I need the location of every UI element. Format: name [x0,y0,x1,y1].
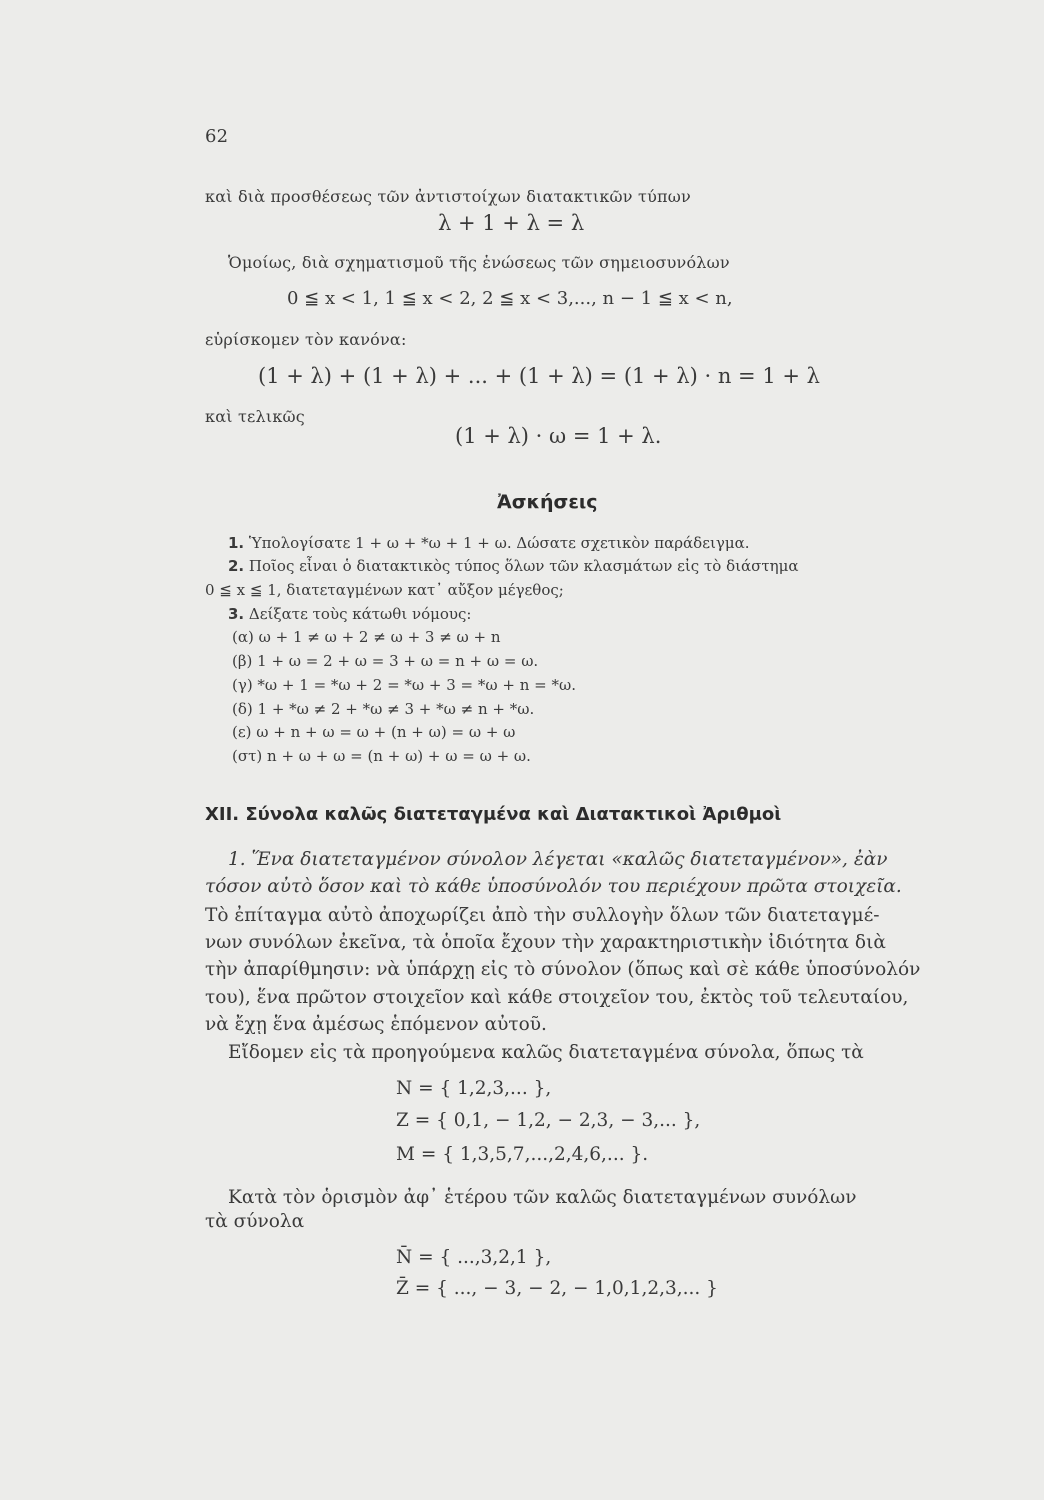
paragraph-line: νὰ ἔχῃ ἕνα ἀμέσως ἑπόμενον αὐτοῦ. [205,1014,547,1035]
paragraph-line: τὰ σύνολα [205,1211,305,1232]
set-definition: M = { 1,3,5,7,...,2,4,6,... }. [396,1144,649,1165]
text-line: καὶ διὰ προσθέσεως τῶν ἀντιστοίχων διατακτικῶν τύπων [205,187,691,206]
set-definition: Z̄ = { ..., − 3, − 2, − 1,0,1,2,3,... } [396,1278,718,1299]
law-item: (ε) ω + n + ω = ω + (n + ω) = ω + ω [232,723,516,741]
section-heading: XII. Σύνολα καλῶς διατεταγμένα καὶ Διατακτικοὶ Ἀριθμοὶ [205,804,782,825]
equation: λ + 1 + λ = λ [438,211,585,235]
equation: (1 + λ) + (1 + λ) + ... + (1 + λ) = (1 + λ) · n = 1 + λ [258,364,820,388]
paragraph-line: τόσον αὐτὸ ὅσον καὶ τὸ κάθε ὑποσύνολόν του περιέχουν πρῶτα στοιχεῖα. [205,876,902,897]
exercise-1 [228,534,749,552]
paragraph-line: του), ἕνα πρῶτον στοιχεῖον καὶ κάθε στοιχεῖον του, ἐκτὸς τοῦ τελευταίου, [205,987,909,1008]
exercise-number: 2. [228,557,245,575]
set-definition: N̄ = { ...,3,2,1 }, [396,1247,552,1268]
text-line: καὶ τελικῶς [205,407,305,426]
set-definition: Z = { 0,1, − 1,2, − 2,3, − 3,... }, [396,1110,701,1131]
law-item: (δ) 1 + *ω ≠ 2 + *ω ≠ 3 + *ω ≠ n + *ω. [232,700,535,718]
law-item: (γ) *ω + 1 = *ω + 2 = *ω + 3 = *ω + n = *ω. [232,676,576,694]
law-item: (στ) n + ω + ω = (n + ω) + ω = ω + ω. [232,747,531,765]
exercises-heading: Ἀσκήσεις [497,491,598,513]
exercise-3 [228,605,471,623]
set-definition: N = { 1,2,3,... }, [396,1078,552,1099]
paragraph-line: νων συνόλων ἐκεῖνα, τὰ ὁποῖα ἔχουν τὴν χαρακτηριστικὴν ἰδιότητα διὰ [205,932,886,953]
text-line: εὑρίσκομεν τὸν κανόνα: [205,330,407,349]
equation: (1 + λ) · ω = 1 + λ. [455,424,662,448]
paragraph-line: Τὸ ἐπίταγμα αὐτὸ ἀποχωρίζει ἀπὸ τὴν συλλογὴν ὅλων τῶν διατεταγμέ- [205,905,880,926]
exercise-number: 1. [228,534,245,552]
law-item: (β) 1 + ω = 2 + ω = 3 + ω = n + ω = ω. [232,652,539,670]
exercise-number: 3. [228,605,245,623]
law-item: (α) ω + 1 ≠ ω + 2 ≠ ω + 3 ≠ ω + n [232,628,501,646]
paragraph-line: Εἴδομεν εἰς τὰ προηγούμενα καλῶς διατεταγμένα σύνολα, ὅπως τὰ [228,1042,864,1063]
exercise-text: Ὑπολογίσατε 1 + ω + *ω + 1 + ω. Δώσατε σχετικὸν παράδειγμα. [248,534,750,552]
page-number: 62 [205,126,229,147]
equation: 0 ≦ x < 1, 1 ≦ x < 2, 2 ≦ x < 3,..., n − 1 ≦ x < n, [287,288,733,309]
text-line: Ὁμοίως, διὰ σχηματισμοῦ τῆς ἑνώσεως τῶν σημειοσυνόλων [228,253,730,272]
paragraph-line: 1. Ἕνα διατεταγμένον σύνολον λέγεται «καλῶς διατεταγμένον», ἐὰν [228,849,888,870]
exercise-text: Ποῖος εἶναι ὁ διατακτικὸς τύπος ὅλων τῶν κλασμάτων εἰς τὸ διάστημα [248,557,799,575]
exercise-text-continued: 0 ≦ x ≦ 1, διατεταγμένων κατ᾽ αὔξον μέγεθος; [205,581,564,599]
exercise-2 [228,557,799,575]
paragraph-line: τὴν ἀπαρίθμησιν: νὰ ὑπάρχῃ εἰς τὸ σύνολον (ὅπως καὶ σὲ κάθε ὑποσύνολόν [205,959,921,980]
exercise-text: Δείξατε τοὺς κάτωθι νόμους: [248,605,472,623]
paragraph-line: Κατὰ τὸν ὁρισμὸν ἀφ᾽ ἑτέρου τῶν καλῶς διατεταγμένων συνόλων [228,1187,857,1208]
